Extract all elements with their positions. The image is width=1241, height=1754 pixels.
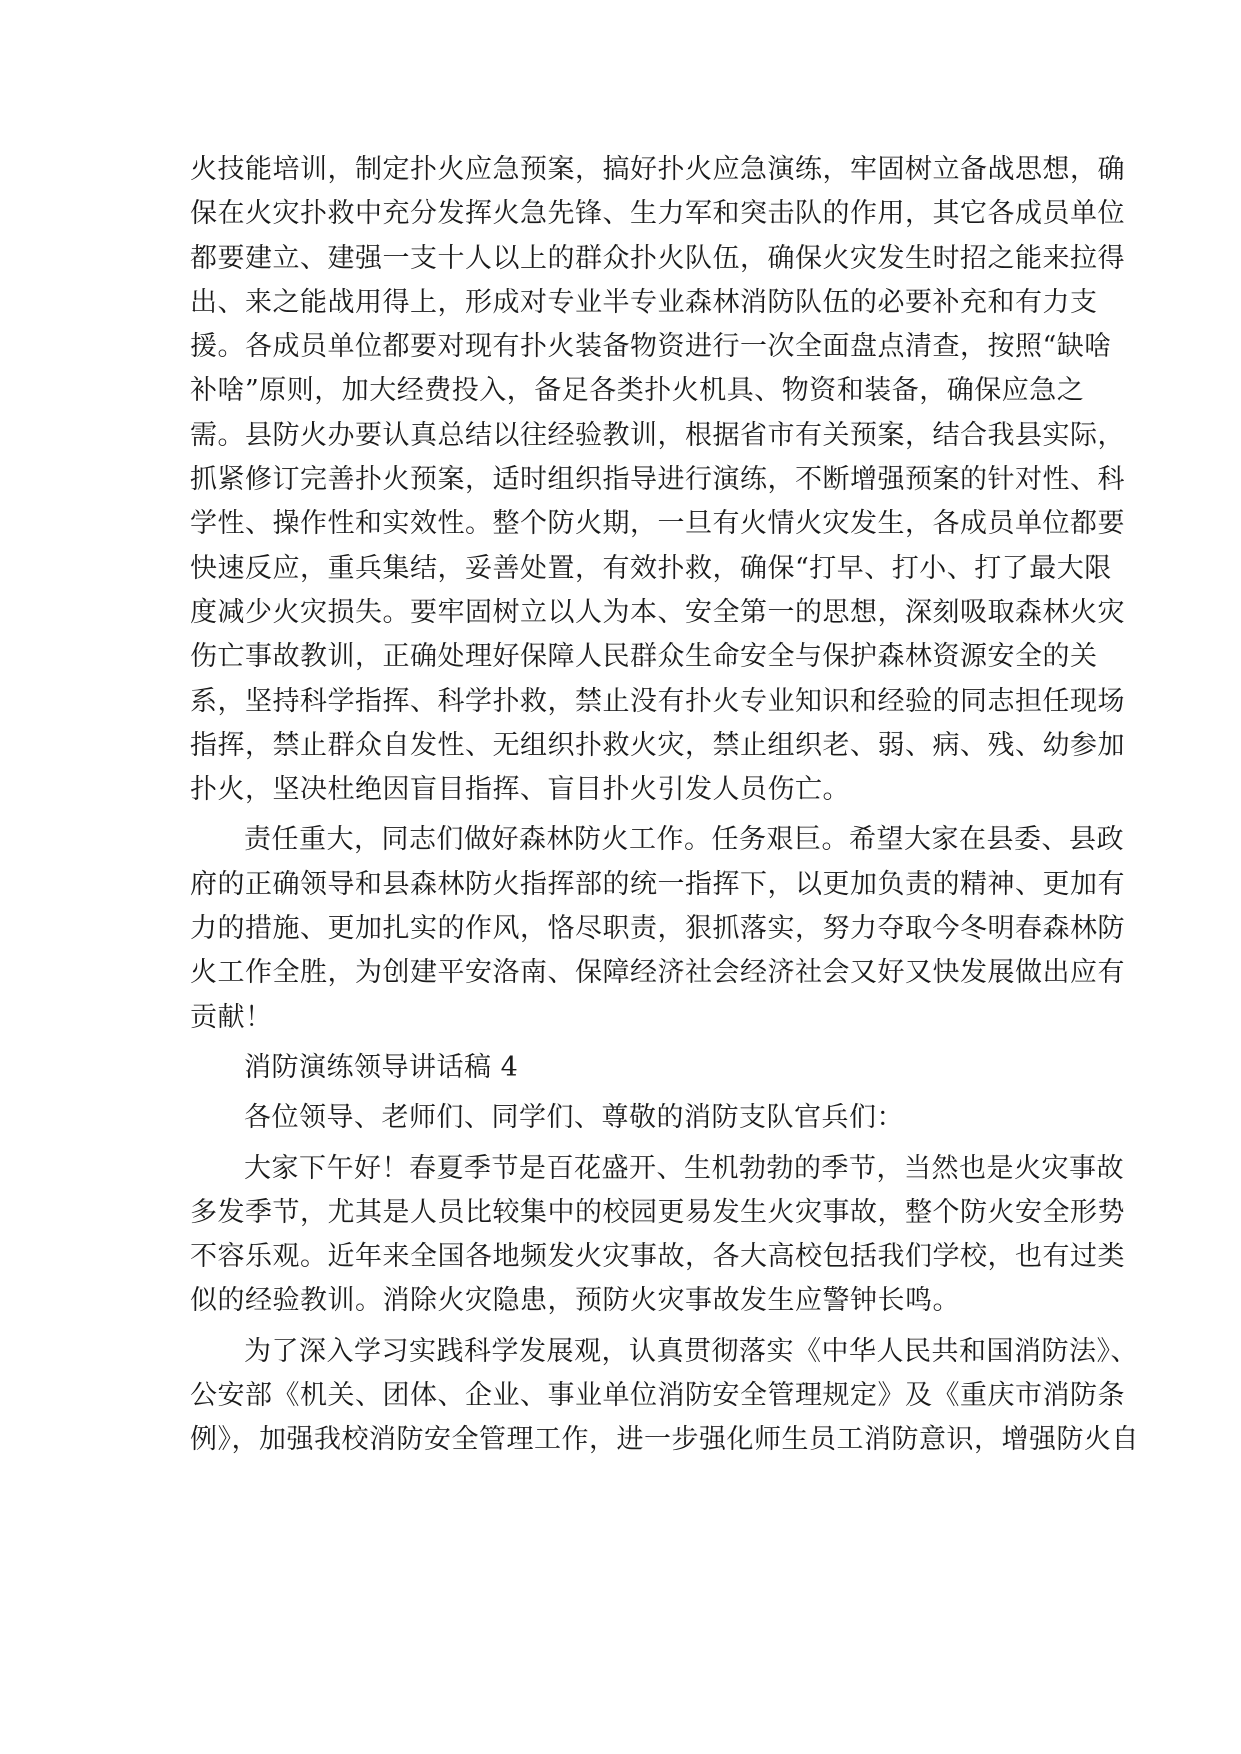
text-line: 系，坚持科学指挥、科学扑救，禁止没有扑火专业知识和经验的同志担任现场 <box>190 685 1125 717</box>
paragraph <box>190 1046 1052 1090</box>
text-line: 公安部《机关、团体、企业、事业单位消防安全管理规定》及《重庆市消防条 <box>190 1380 1125 1412</box>
text-line: 力的措施、更加扎实的作风，恪尽职责，狠抓落实，努力夺取今冬明春森林防 <box>190 913 1125 945</box>
text-line: 例》，加强我校消防安全管理工作，进一步强化师生员工消防意识，增强防火自 <box>190 1424 1139 1456</box>
text-line: 火工作全胜，为创建平安洛南、保障经济社会经济社会又好又快发展做出应有 <box>190 957 1125 989</box>
text-line: 指挥，禁止群众自发性、无组织扑救火灾，禁止组织老、弱、病、残、幼参加 <box>190 729 1125 761</box>
paragraph <box>190 1147 1125 1324</box>
text-line: 援。各成员单位都要对现有扑火装备物资进行一次全面盘点清查，按照“缺啥 <box>190 331 1112 363</box>
text-line: 伤亡事故教训，正确处理好保障人民群众生命安全与保护森林资源安全的关 <box>190 641 1098 673</box>
text-line: 各位领导、老师们、同学们、尊敬的消防支队官兵们： <box>244 1102 904 1134</box>
text-line: 火技能培训，制定扑火应急预案，搞好扑火应急演练，牢固树立备战思想，确 <box>190 154 1125 185</box>
text-line: 多发季节，尤其是人员比较集中的校园更易发生火灾事故，整个防火安全形势 <box>190 1196 1125 1228</box>
text-line: 出、来之能战用得上，形成对专业半专业森林消防队伍的必要补充和有力支 <box>190 286 1098 318</box>
text-line: 府的正确领导和县森林防火指挥部的统一指挥下，以更加负责的精神、更加有 <box>190 868 1125 900</box>
paragraph <box>190 818 1125 1039</box>
text-line: 消防演练领导讲话稿 4 <box>244 1051 519 1083</box>
document-body <box>190 148 1139 1463</box>
text-line: 补啥”原则，加大经费投入，备足各类扑火机具、物资和装备，确保应急之 <box>190 375 1085 407</box>
text-line: 似的经验教训。消除火灾隐患，预防火灾事故发生应警钟长鸣。 <box>190 1285 960 1317</box>
text-line: 保在火灾扑救中充分发挥火急先锋、生力军和突击队的作用，其它各成员单位 <box>190 198 1125 230</box>
text-line: 责任重大，同志们做好森林防火工作。任务艰巨。希望大家在县委、县政 <box>244 824 1124 856</box>
paragraph <box>190 1330 1139 1463</box>
text-line: 贡献！ <box>190 1001 273 1033</box>
text-line: 大家下午好！春夏季节是百花盛开、生机勃勃的季节，当然也是火灾事故 <box>244 1152 1124 1184</box>
text-line: 为了深入学习实践科学发展观，认真贯彻落实《中华人民共和国消防法》、 <box>244 1335 1138 1367</box>
text-line: 度减少火灾损失。要牢固树立以人为本、安全第一的思想，深刻吸取森林火灾 <box>190 596 1125 628</box>
text-line: 扑火，坚决杜绝因盲目指挥、盲目扑火引发人员伤亡。 <box>190 774 850 806</box>
paragraph <box>190 1096 1052 1140</box>
paragraph <box>190 148 1125 812</box>
text-line: 快速反应，重兵集结，妥善处置，有效扑救，确保“打早、打小、打了最大限 <box>190 552 1112 584</box>
text-line: 学性、操作性和实效性。整个防火期，一旦有火情火灾发生，各成员单位都要 <box>190 508 1125 540</box>
text-line: 抓紧修订完善扑火预案，适时组织指导进行演练，不断增强预案的针对性、科 <box>190 464 1125 496</box>
text-line: 需。县防火办要认真总结以往经验教训，根据省市有关预案，结合我县实际， <box>190 419 1125 451</box>
text-line: 都要建立、建强一支十人以上的群众扑火队伍，确保火灾发生时招之能来拉得 <box>190 242 1125 274</box>
text-line: 不容乐观。近年来全国各地频发火灾事故，各大高校包括我们学校，也有过类 <box>190 1241 1125 1273</box>
